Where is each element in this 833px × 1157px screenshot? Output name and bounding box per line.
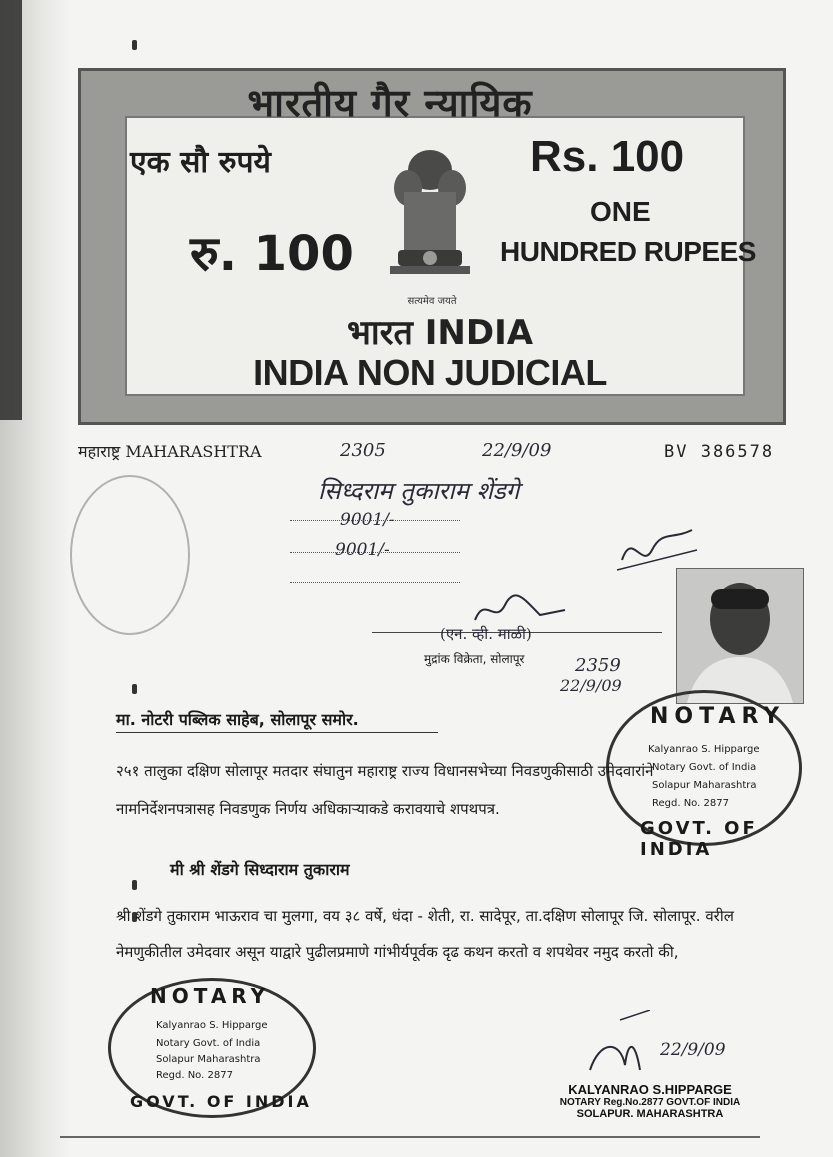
punch-hole [132,684,137,694]
handwritten-amount-2: 9001/- [335,540,390,560]
notary-seal-left-line3: Solapur Maharashtra [156,1054,261,1065]
notary-seal-name: Kalyanrao S. Hipparge [648,744,760,755]
vendor-name: (एन. व्ही. माळी) [440,625,532,643]
notary-seal-line3: Solapur Maharashtra [652,780,757,791]
notary-seal-line2: Notary Govt. of India [652,762,757,773]
notary-seal-bottom-text: GOVT. OF INDIA [640,818,758,860]
addressee-underline [116,732,438,733]
dotted-rule [290,582,460,583]
purchaser-name: सिध्दराम तुकाराम शेंडगे [318,477,520,505]
register-date: 22/9/09 [560,676,622,695]
stamp-amount-one: ONE [590,196,651,227]
notary-sign-date: 22/9/09 [660,1040,726,1060]
notary-seal-left-name: Kalyanrao S. Hipparge [156,1020,268,1031]
stamp-motto: सत्यमेव जयते [407,296,457,307]
notary-block [540,1082,760,1120]
register-number: 2359 [575,655,621,676]
stamp-title: INDIA NON JUDICIAL [253,352,607,393]
handwritten-date: 22/9/09 [482,440,552,461]
notary-name: KALYANRAO S.HIPPARGE [568,1082,732,1097]
vendor-label: मुद्रांक विक्रेता, सोलापूर [424,652,525,666]
stamp-country: भारत INDIA [346,313,534,353]
state-label: महाराष्ट्र MAHARASHTRA [78,442,262,461]
stamp-amount-rs: Rs. 100 [530,132,685,181]
page-fold [0,0,22,420]
stamp-banner: भारतीय गैर न्यायिक [247,81,533,125]
declarant-line: मी श्री शेंडगे सिध्दाराम तुकाराम [170,860,350,879]
punch-hole [132,880,137,890]
notary-registration: NOTARY Reg.No.2877 GOVT.OF INDIA [559,1097,741,1108]
notary-seal-left-regd: Regd. No. 2877 [156,1070,233,1081]
notary-seal-top-text: NOTARY [650,704,786,729]
letter-addressee: मा. नोटरी पब्लिक साहेब, सोलापूर समोर. [116,710,359,729]
notary-place: SOLAPUR. MAHARASHTRA [576,1108,724,1120]
bottom-rule [60,1136,760,1138]
ashoka-emblem-icon [380,140,480,290]
notary-seal-left-bottom: GOVT. OF INDIA [130,1092,312,1111]
punch-hole [132,40,137,50]
candidate-photo [676,568,804,704]
stamp-amount-hindi: एक सौ रुपये [130,145,271,180]
faded-round-stamp-icon [70,475,190,635]
letter-paragraph-2: श्री शेंडगे तुकाराम भाऊराव चा मुलगा, वय ३८ वर्षे, धंदा - शेती, रा. सादेपूर, ता.दक्षिण सोलापूर जि. सोलापूर. वरील नेमणुकीतील उमेदवार असून याद्वारे पुढीलप्रमाणे गांभीर्यपूर्वक दृढ कथन करतो व शपथेवर नमुद करतो की, [116,907,734,961]
letter-paragraph-1: २५१ तालुका दक्षिण सोलापूर मतदार संघातुन महाराष्ट्र राज्य विधानसभेच्या निवडणुकीसाठी उमेदवारांने नामनिर्देशनपत्रासह निवडणुक निर्णय अधिकाऱ्याकडे करावयाचे शपथपत्र. [116,762,654,818]
notary-seal-left-line2: Notary Govt. of India [156,1038,261,1049]
handwritten-amount-1: 9001/- [340,510,395,530]
notary-seal-left-top: NOTARY [150,984,271,1008]
handwritten-number: 2305 [340,440,386,461]
stamp-amount-words: HUNDRED RUPEES [500,236,756,267]
notary-seal-regd: Regd. No. 2877 [652,798,729,809]
stamp-amount-symbol: रु. 100 [190,226,354,282]
dotted-rule [290,520,460,521]
dotted-rule [290,552,460,553]
stamp-serial-number: BV 386578 [664,442,775,462]
